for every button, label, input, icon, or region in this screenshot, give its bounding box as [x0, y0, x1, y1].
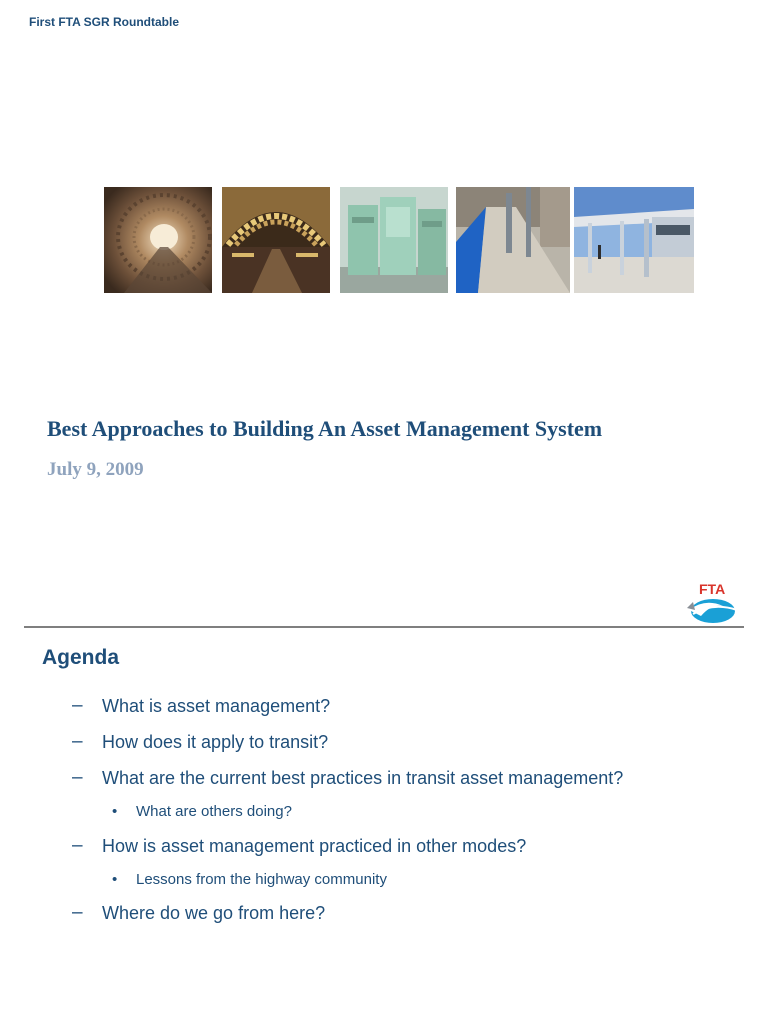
- electrical-equipment-photo: [340, 187, 448, 293]
- fta-logo: [683, 580, 741, 626]
- section-divider: [24, 626, 744, 628]
- dash-icon: –: [72, 902, 83, 923]
- agenda-item-text: What is asset management?: [102, 695, 331, 716]
- dash-icon: –: [72, 695, 83, 716]
- agenda-item: [72, 694, 330, 718]
- agenda-heading: Agenda: [42, 646, 120, 669]
- agenda-item-text: How does it apply to transit?: [102, 731, 329, 752]
- train-platform-photo: [456, 187, 570, 293]
- agenda-item: [72, 730, 328, 754]
- metro-station-vault-photo: [222, 187, 330, 293]
- fta-logo-text: FTA: [699, 581, 726, 597]
- header-label: First FTA SGR Roundtable: [29, 15, 179, 29]
- subway-tunnel-photo: [104, 187, 212, 293]
- agenda-item: [72, 766, 623, 790]
- bullet-icon: •: [112, 802, 118, 820]
- slide-title: Best Approaches to Building An Asset Management System: [47, 416, 603, 441]
- agenda-subitem: [112, 801, 292, 821]
- dash-icon: –: [72, 767, 83, 788]
- bullet-icon: •: [112, 870, 118, 888]
- slide-date: July 9, 2009: [47, 459, 144, 480]
- agenda-item: [72, 901, 325, 925]
- dash-icon: –: [72, 835, 83, 856]
- agenda-item-text: Where do we go from here?: [102, 902, 326, 923]
- agenda-subitem-text: What are others doing?: [136, 802, 292, 820]
- agenda-item: [72, 834, 526, 858]
- photo-strip: [104, 187, 696, 295]
- elevated-station-photo: [574, 187, 694, 293]
- agenda-item-text: How is asset management practiced in other modes?: [102, 835, 527, 856]
- agenda-item-text: What are the current best practices in transit asset management?: [102, 767, 624, 788]
- agenda-subitem-text: Lessons from the highway community: [136, 870, 387, 888]
- dash-icon: –: [72, 731, 83, 752]
- agenda-subitem: [112, 869, 387, 889]
